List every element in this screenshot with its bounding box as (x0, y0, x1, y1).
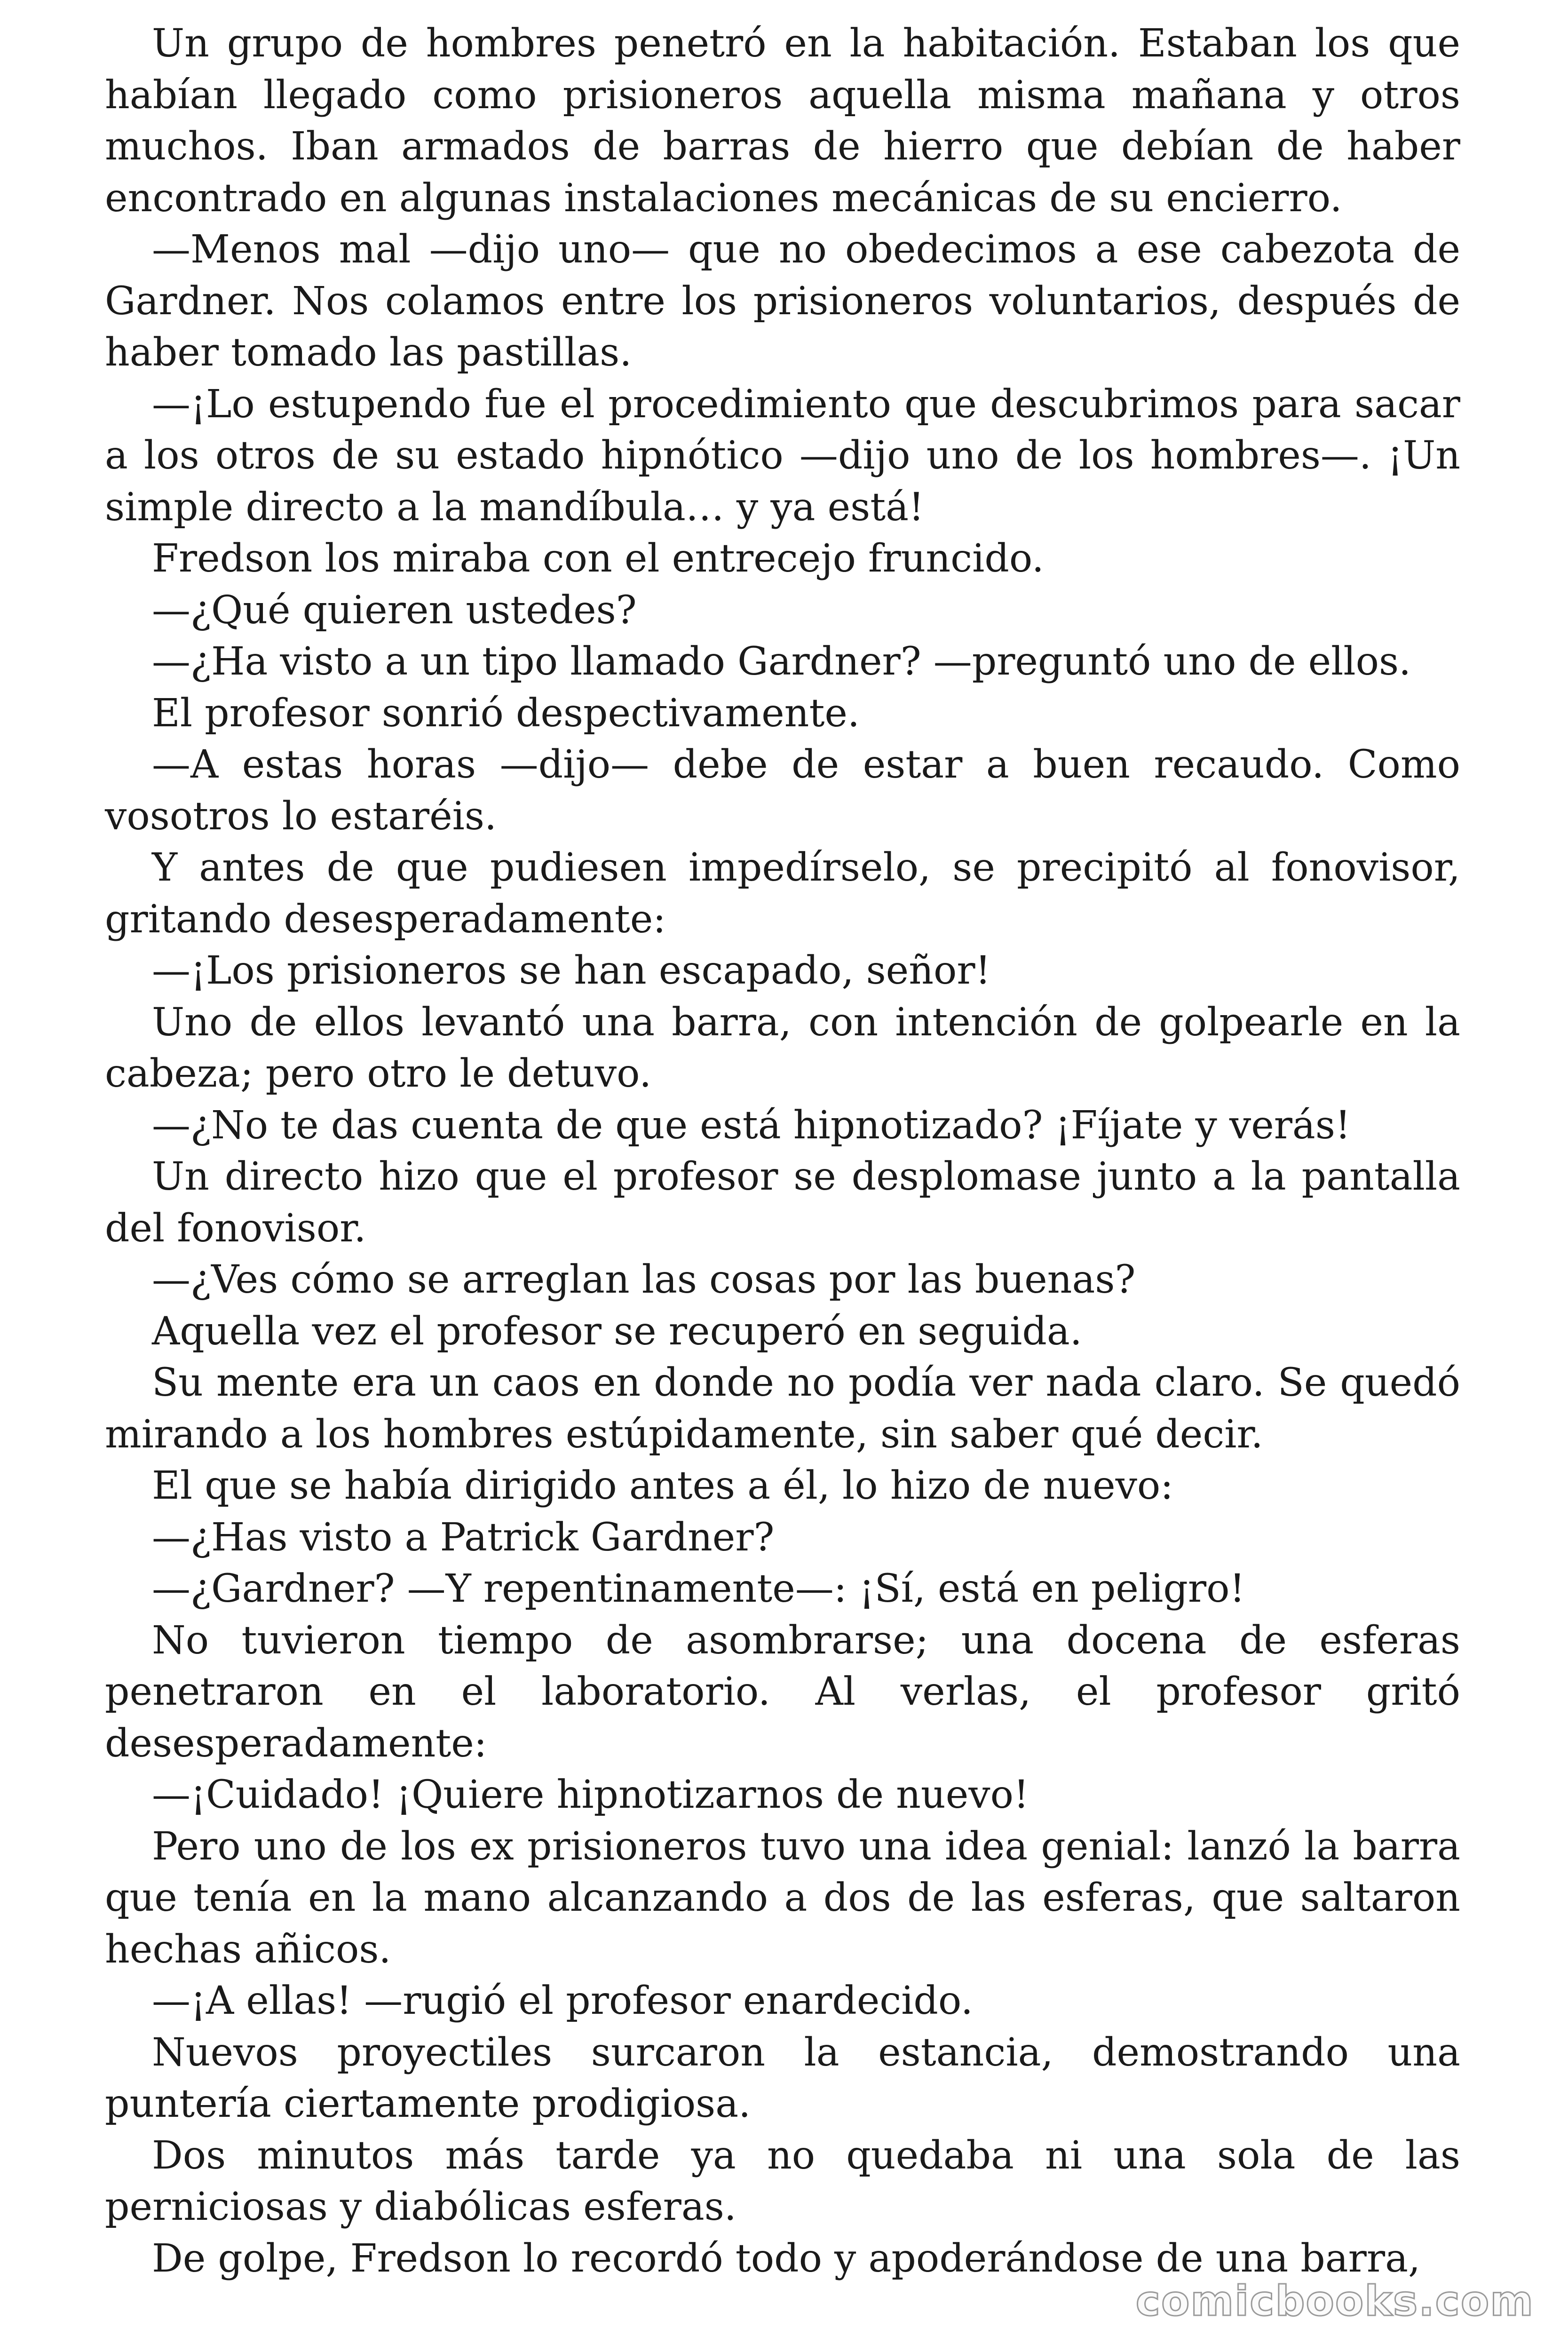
paragraph: Su mente era un caos en donde no podía ver nada claro. Se quedó mirando a los hombres estúpidamente, sin saber qué decir. (105, 1360, 1460, 1457)
paragraph: Uno de ellos levantó una barra, con intención de golpearle en la cabeza; pero otro le detuvo. (105, 1000, 1460, 1096)
paragraph: —¿Ha visto a un tipo llamado Gardner? —preguntó uno de ellos. (152, 639, 1411, 684)
paragraph: Dos minutos más tarde ya no quedaba ni una sola de las perniciosas y diabólicas esferas. (105, 2133, 1460, 2229)
paragraph: —¡Los prisioneros se han escapado, señor! (152, 948, 991, 993)
paragraph: Un grupo de hombres penetró en la habitación. Estaban los que habían llegado como prisioneros aquella misma mañana y otros muchos. Iban armados de barras de hierro que debían de haber encontrado en algunas instalaciones mecánicas de su encierro. (105, 21, 1460, 221)
paragraph: Nuevos proyectiles surcaron la estancia, demostrando una puntería ciertamente prodigiosa. (105, 2030, 1460, 2126)
paragraph: —¿Ves cómo se arreglan las cosas por las buenas? (152, 1257, 1136, 1302)
paragraph: Y antes de que pudiesen impedírselo, se precipitó al fonovisor, gritando desesperadamente: (105, 845, 1460, 942)
paragraph: —¿Has visto a Patrick Gardner? (152, 1515, 775, 1560)
paragraph: —¡Lo estupendo fue el procedimiento que descubrimos para sacar a los otros de su estado hipnótico —dijo uno de los hombres—. ¡Un simple directo a la mandíbula… y ya está! (105, 381, 1460, 530)
paragraph: Fredson los miraba con el entrecejo fruncido. (152, 536, 1044, 581)
paragraph: —¡A ellas! —rugió el profesor enardecido. (152, 1979, 973, 2023)
paragraph: De golpe, Fredson lo recordó todo y apoderándose de una barra, (152, 2236, 1421, 2281)
paragraph: No tuvieron tiempo de asombrarse; una docena de esferas penetraron en el laboratorio. Al verlas, el profesor gritó desesperadamente: (105, 1618, 1460, 1766)
paragraph: El que se había dirigido antes a él, lo hizo de nuevo: (152, 1463, 1173, 1508)
paragraph: Pero uno de los ex prisioneros tuvo una idea genial: lanzó la barra que tenía en la mano alcanzando a dos de las esferas, que saltaron hechas añicos. (105, 1824, 1460, 1972)
watermark: comicbooks.com (1135, 2277, 1534, 2325)
paragraph: Un directo hizo que el profesor se desplomase junto a la pantalla del fonovisor. (105, 1154, 1460, 1251)
paragraph: —¿No te das cuenta de que está hipnotizado? ¡Fíjate y verás! (152, 1103, 1351, 1148)
paragraph: Aquella vez el profesor se recuperó en seguida. (152, 1309, 1082, 1354)
paragraph: —A estas horas —dijo— debe de estar a buen recaudo. Como vosotros lo estaréis. (105, 742, 1460, 839)
paragraph: —Menos mal —dijo uno— que no obedecimos a ese cabezota de Gardner. Nos colamos entre los prisioneros voluntarios, después de haber tomado las pastillas. (105, 227, 1460, 375)
document-body (105, 18, 1460, 2284)
paragraph: El profesor sonrió despectivamente. (152, 691, 860, 736)
paragraph: —¡Cuidado! ¡Quiere hipnotizarnos de nuevo! (152, 1772, 1029, 1817)
paragraph: —¿Qué quieren ustedes? (152, 588, 637, 633)
paragraph: —¿Gardner? —Y repentinamente—: ¡Sí, está en peligro! (152, 1566, 1245, 1611)
